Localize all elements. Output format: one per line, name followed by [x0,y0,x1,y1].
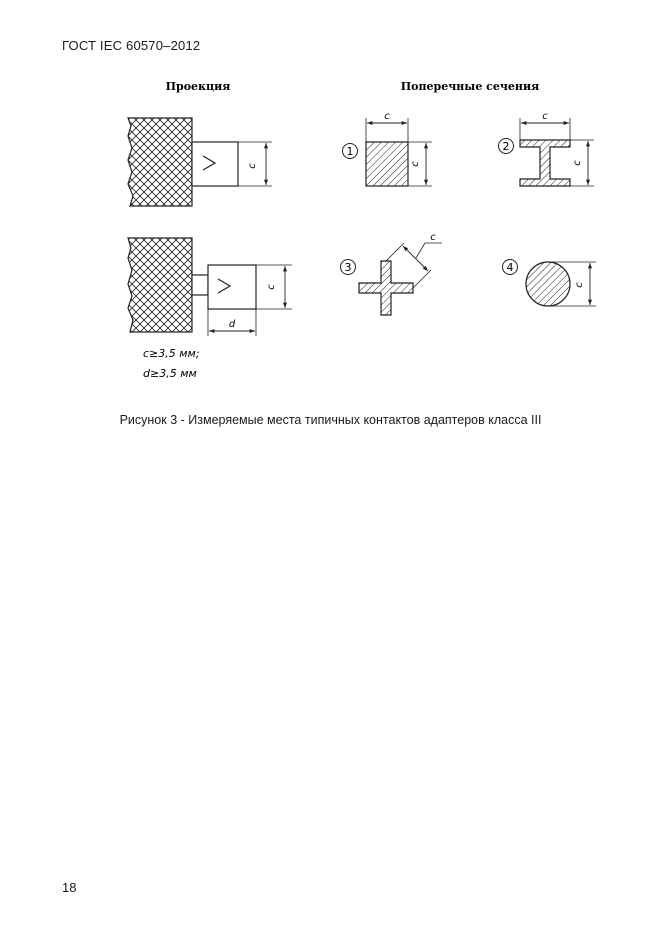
figure-3 [0,0,661,400]
svg-text:c: c [574,282,585,288]
contact-pin-1 [192,142,238,186]
section-2-i-beam [499,111,595,186]
svg-text:c: c [410,161,421,167]
projection-2 [128,238,292,336]
svg-text:c: c [572,160,583,166]
sections-title: Поперечные сечения [400,80,540,93]
section-4-round [503,260,597,307]
contact-stem-2 [192,275,208,295]
section-1-square [343,111,433,186]
figure-caption: Рисунок 3 - Измеряемые места типичных контактов адаптеров класса III [119,413,542,427]
note-d: d≥3,5 мм [143,367,197,380]
section-number-1: 1 [346,145,354,158]
dim-d-label: d [228,319,236,330]
section-3-cross [341,232,443,315]
dim-c-label-2: c [266,284,277,290]
svg-text:c: c [384,111,390,122]
adapter-body-1 [128,118,192,206]
section-number-3: 3 [344,261,352,274]
svg-text:c: c [430,232,436,243]
contact-pin-2 [208,265,256,309]
page-number: 18 [62,880,77,895]
document-header: ГОСТ IEC 60570–2012 [62,38,201,53]
adapter-body-2 [128,238,192,332]
section-number-2: 2 [502,140,510,153]
note-c: c≥3,5 мм; [143,347,200,360]
projection-title: Проекция [165,80,231,93]
svg-text:c: c [542,111,548,122]
dim-c-label-1: c [247,163,258,169]
projection-1 [128,118,272,206]
section-number-4: 4 [506,261,514,274]
